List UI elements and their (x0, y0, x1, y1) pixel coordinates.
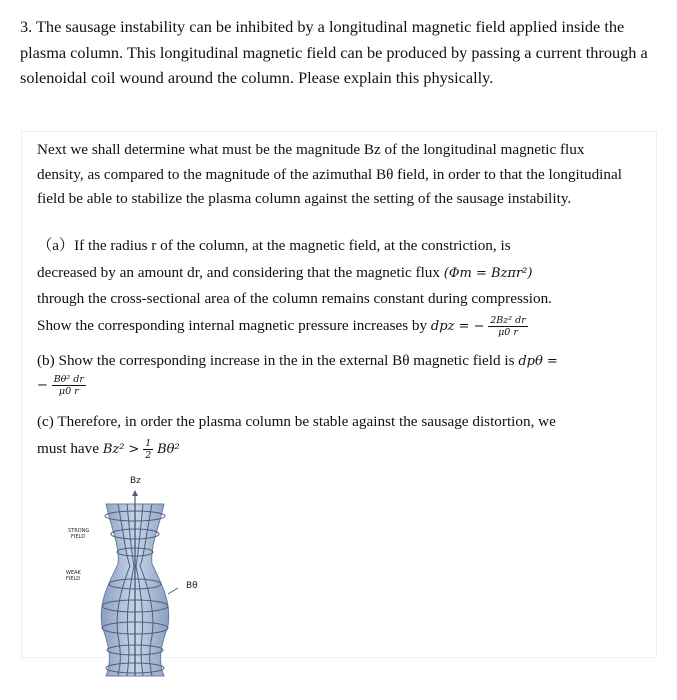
part-b-line-2 (37, 373, 86, 398)
condition-numerator: 1 (145, 438, 152, 450)
part-c-line-2 (37, 437, 180, 462)
paragraph-bz-magnitude: Next we shall determine what must be the magnitude Bz of the longitudinal magnetic flux density, as compared to the magnitude of the azimuthal Bθ field, in order to that the longitudinal field be able to stabilize the plasma column against the setting of the sausage instability. (37, 141, 622, 207)
part-a-line-2 (37, 261, 532, 286)
part-a-line-4-text: Show the corresponding internal magnetic pressure increases by (37, 317, 428, 334)
weak-field-label-1: WEAK (66, 570, 81, 576)
part-a-line-3: through the cross-sectional area of the column remains constant during compression. (37, 290, 552, 307)
dpz-fraction (488, 315, 527, 338)
part-c-line-2-text: must have (37, 440, 100, 457)
bz-arrowhead (132, 490, 138, 496)
bz-label: Bz (130, 476, 141, 486)
dptheta-denominator: μ0 r (58, 386, 79, 398)
condition-fraction (143, 438, 153, 461)
strong-field-label (68, 528, 89, 540)
part-a-line-4 (37, 314, 528, 339)
dptheta-sign: − (37, 378, 48, 393)
question-intro: 3. The sausage instability can be inhibited by a longitudinal magnetic field applied inside the plasma column. This longitudinal magnetic field can be produced by passing a current through a solenoidal coil wound around the column. Please explain this physically. (20, 17, 648, 87)
part-b-line-1 (37, 349, 558, 374)
sausage-instability-figure (60, 476, 240, 686)
weak-field-label-2: FIELD (66, 576, 81, 582)
btheta-pointer (168, 588, 178, 594)
flux-equation: (Φm = Bzπr²) (443, 266, 533, 281)
dpz-denominator: μ0 r (498, 327, 518, 339)
part-b-line-1-text: (b) Show the corresponding increase in the in the external Bθ magnetic field is (37, 352, 515, 369)
condition-rhs: Bθ² (157, 442, 180, 457)
condition-denominator: 2 (145, 450, 152, 462)
weak-field-label (66, 570, 81, 582)
dpz-lhs: dpz = − (430, 319, 485, 334)
condition-lhs: Bz² > (102, 442, 140, 457)
dptheta-lhs: dpθ = (518, 354, 558, 369)
dptheta-fraction (52, 374, 86, 397)
plasma-column-svg (60, 476, 240, 686)
part-c-line-1: (c) Therefore, in order the plasma column be stable against the sausage distortion, we (37, 413, 556, 430)
strong-field-label-2: FIELD (71, 534, 86, 540)
part-a-line-2-text: decreased by an amount dr, and considering that the magnetic flux (37, 264, 440, 281)
dptheta-numerator: Bθ² dr (53, 374, 84, 386)
part-a-line-1: （a）If the radius r of the column, at the magnetic field, at the constriction, is (37, 237, 511, 254)
dpz-numerator: 2Bz² dr (490, 315, 526, 327)
btheta-label: Bθ (186, 581, 198, 591)
strong-field-label-1: STRONG (68, 528, 90, 534)
